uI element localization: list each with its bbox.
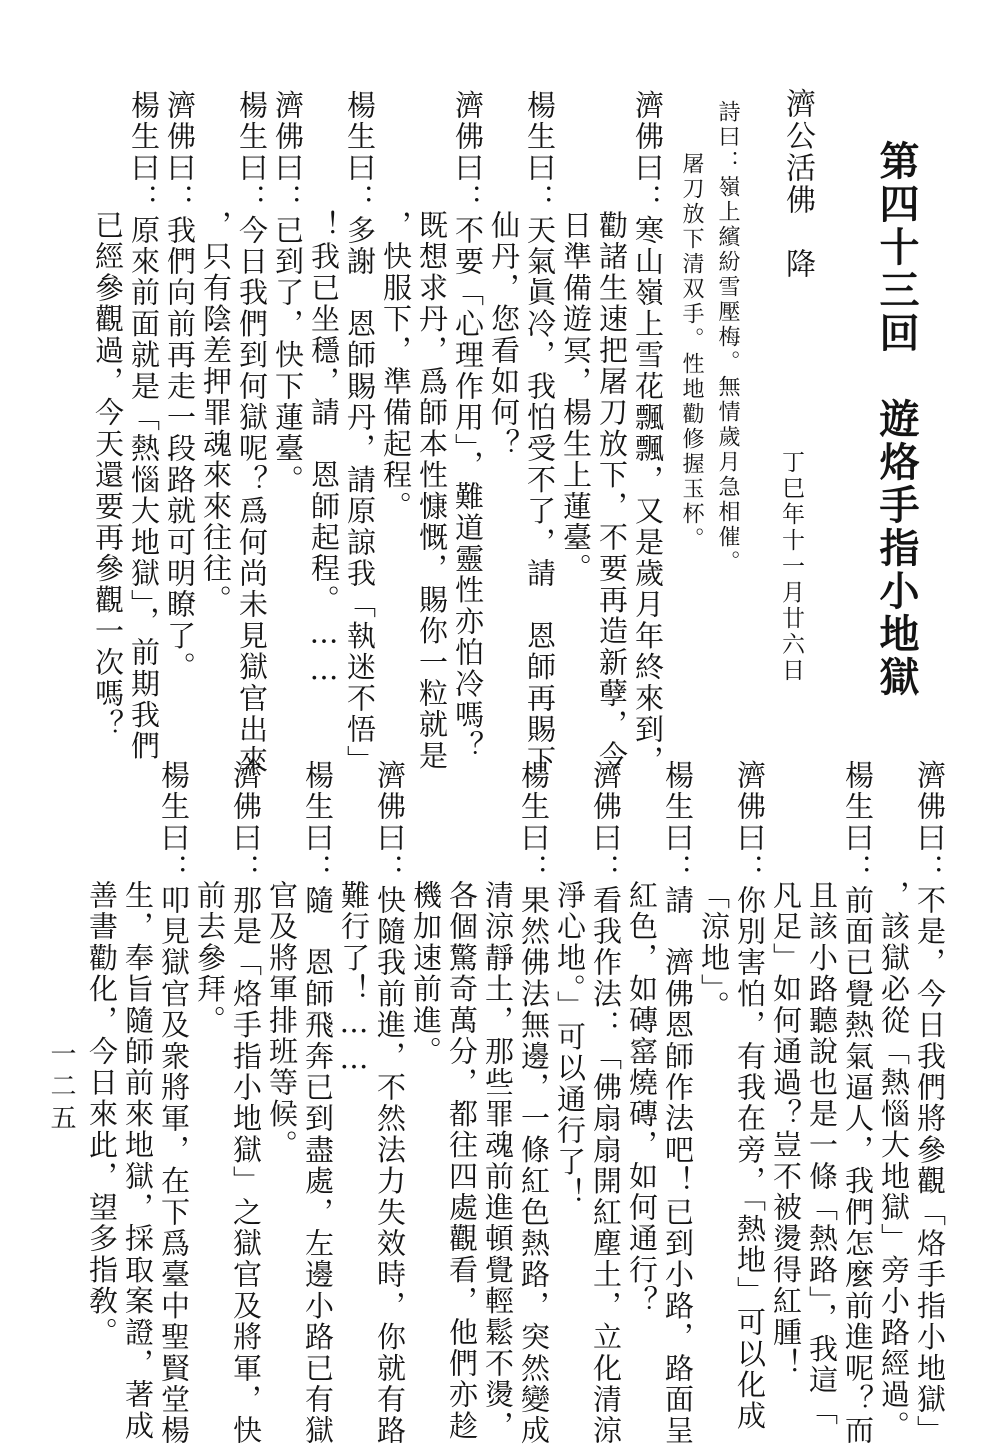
- text-column: 濟佛曰：看我作法：「佛扇扇開紅塵土，立化清涼: [589, 760, 623, 1446]
- text-column: 各個驚奇萬分，都往四處觀看，他們亦趁: [445, 880, 479, 1442]
- text-column: ，該獄必從「熱惱大地獄」旁小路經過。: [877, 880, 911, 1442]
- text-column: 生，奉旨隨師前來地獄，採取案證，著成: [121, 880, 155, 1442]
- text-column: 楊生曰：隨 恩師飛奔已到盡處，左邊小路已有獄: [301, 760, 335, 1446]
- text-column: 濟佛曰：不要「心理作用」，難道靈性亦怕冷嗎？: [451, 90, 485, 762]
- text-column: 仙丹，您看如何？: [487, 210, 521, 460]
- text-column: 濟佛曰：不是，今日我們將參觀「烙手指小地獄」: [913, 760, 947, 1446]
- text-column: 濟佛曰：寒山嶺上雪花飄飄，又是歲月年終來到，: [631, 90, 665, 777]
- text-column: 楊生曰：多謝 恩師賜丹，請原諒我「執迷不悟」: [343, 90, 377, 777]
- text-column: 難行了！……: [337, 880, 371, 1078]
- text-column: 既想求丹，爲師本性慷慨，賜你一粒就是: [415, 210, 449, 772]
- text-column: 濟佛曰：已到了，快下蓮臺。: [271, 90, 305, 496]
- chapter-date: 丁巳年十一月廿六日: [778, 450, 804, 684]
- text-column: ，快服下，準備起程。: [379, 210, 413, 522]
- text-column: 已經參觀過，今天還要再參觀一次嗎？: [91, 210, 125, 741]
- text-column: 勸諸生速把屠刀放下，不要再造新孽，今: [595, 210, 629, 772]
- text-column: 淨心地。」可以通行了！: [553, 880, 587, 1209]
- text-column: 機加速前進。: [409, 880, 443, 1068]
- text-column: 善書勸化，今日來此，望多指敎。: [85, 880, 119, 1348]
- text-column: 清涼靜土，那些罪魂前進頓覺輕鬆不燙，: [481, 880, 515, 1442]
- text-column: 且該小路聽說也是一條「熱路」，我這「: [805, 880, 839, 1428]
- text-column: ！我已坐穩，請 恩師起程。……: [307, 210, 341, 688]
- poem-line-1: 詩曰：嶺上繽紛雪壓梅。無情歲月急相催。: [715, 100, 740, 575]
- text-column: 楊生曰：果然佛法無邊，一條紅色熱路，突然變成: [517, 760, 551, 1446]
- text-column: 楊生曰：前面已覺熱氣逼人，我們怎麼前進呢？而: [841, 760, 875, 1446]
- text-column: 楊生曰：請 濟佛恩師作法吧！已到小路，路面呈: [661, 760, 695, 1446]
- text-column: 楊生曰：今日我們到何獄呢？爲何尚未見獄官出來: [235, 90, 269, 777]
- text-column: ，只有陰差押罪魂來來往往。: [199, 210, 233, 616]
- page-number: 一二五: [46, 1040, 76, 1136]
- text-column: 前去參拜。: [193, 880, 227, 1036]
- text-column: 「涼地」。: [697, 880, 731, 1022]
- text-column: 凡足」如何通過？豈不被燙得紅腫！: [769, 880, 803, 1380]
- text-column: 楊生曰：叩見獄官及衆將軍，在下爲臺中聖賢堂楊: [157, 760, 191, 1446]
- deity-header: 濟公活佛 降: [780, 88, 815, 280]
- text-column: 濟佛曰：那是「烙手指小地獄」之獄官及將軍，快: [229, 760, 263, 1446]
- text-column: 日準備遊冥，楊生上蓮臺。: [559, 210, 593, 585]
- text-column: 濟佛曰：你別害怕，有我在旁，「熱地」可以化成: [733, 760, 767, 1432]
- text-column: 官及將軍排班等候。: [265, 880, 299, 1161]
- chapter-title: 第四十三回 遊烙手指小地獄: [873, 140, 920, 699]
- text-column: 紅色，如磚窰燒磚，如何通行？: [625, 880, 659, 1317]
- text-column: 濟佛曰：我們向前再走一段路就可明瞭了。: [163, 90, 197, 683]
- text-column: 楊生曰：原來前面就是「熱惱大地獄」，前期我們: [127, 90, 161, 762]
- text-column: 濟佛曰：快隨我前進，不然法力失效時，你就有路: [373, 760, 407, 1446]
- text-column: 楊生曰：天氣眞冷，我怕受不了，請 恩師再賜下: [523, 90, 557, 777]
- poem-line-2: 屠刀放下清双手。性地勸修握玉杯。: [679, 152, 704, 552]
